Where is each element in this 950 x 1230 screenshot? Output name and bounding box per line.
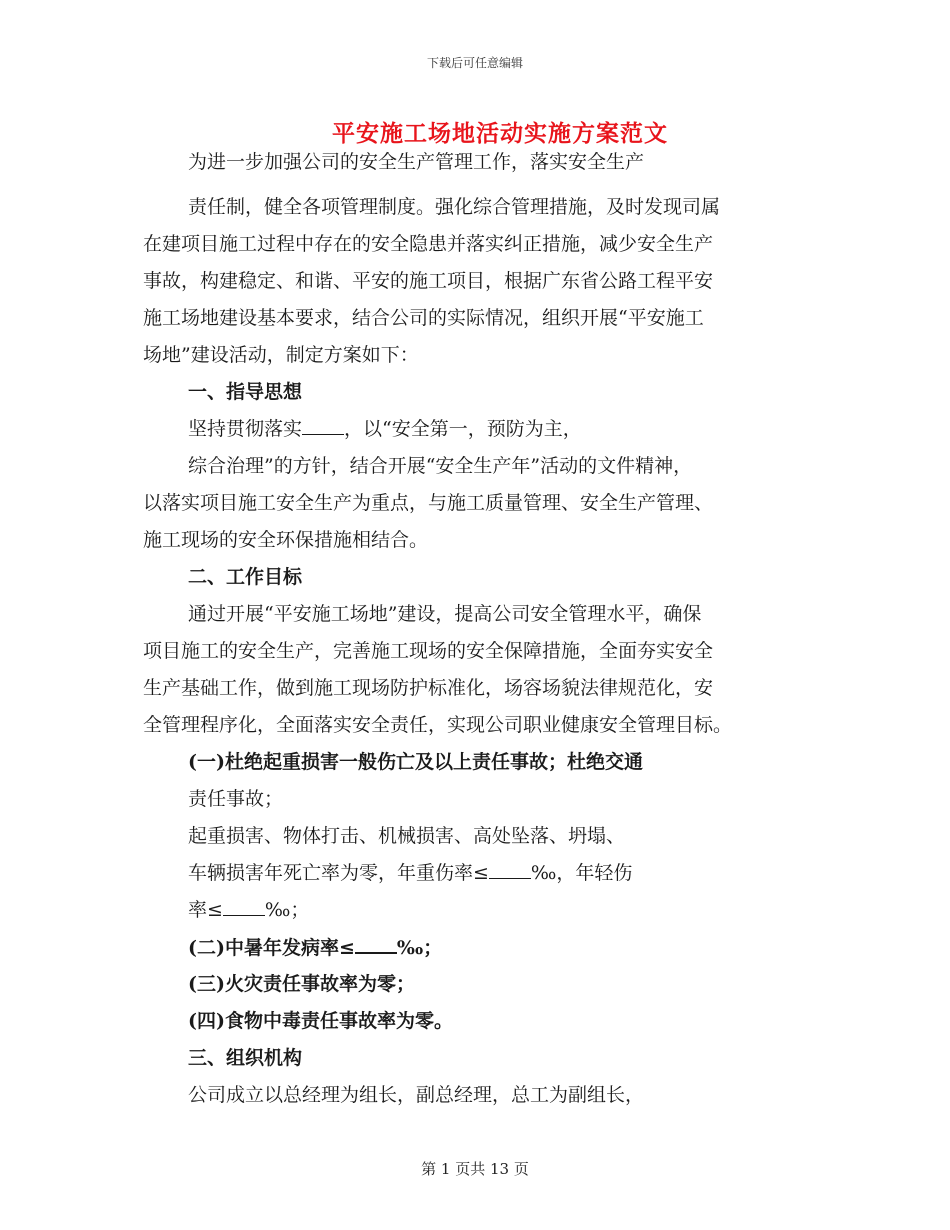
paragraph-line: 公司成立以总经理为组长，副总经理，总工为副组长， xyxy=(188,1084,645,1106)
line-text-after-blank: ‰； xyxy=(264,899,310,921)
document-title: 平安施工场地活动实施方案范文 xyxy=(332,120,668,147)
goal-item-heading: (四)食物中毒责任事故率为零。 xyxy=(188,1010,453,1032)
line-text-before-blank: 坚持贯彻落实 xyxy=(188,418,303,440)
fill-in-blank xyxy=(302,416,344,435)
fill-in-blank xyxy=(355,934,397,954)
page-header: 下载后可任意编辑 xyxy=(426,56,523,70)
line-text-after-blank: ，以“安全第一，预防为主， xyxy=(344,418,582,440)
paragraph-line: 全管理程序化，全面落实安全责任，实现公司职业健康安全管理目标。 xyxy=(143,714,733,736)
section-heading: 一、指导思想 xyxy=(188,381,303,403)
line-text-before-blank: (二)中暑年发病率≤ xyxy=(188,937,355,959)
paragraph-line: 项目施工的安全生产，完善施工现场的安全保障措施，全面夯实安全 xyxy=(143,640,714,662)
paragraph-line: 综合治理”的方针，结合开展“安全生产年”活动的文件精神， xyxy=(188,455,693,477)
paragraph-line: 为进一步加强公司的安全生产管理工作，落实安全生产 xyxy=(188,151,645,173)
line-text-before-blank: 车辆损害年死亡率为零，年重伤率≤ xyxy=(188,862,489,884)
goal-item-heading: (三)火灾责任事故率为零； xyxy=(188,973,415,995)
page-footer: 第 1 页共 13 页 xyxy=(421,1160,529,1178)
paragraph-line-with-blank xyxy=(188,897,309,923)
section-heading: 三、组织机构 xyxy=(188,1047,303,1069)
paragraph-line: 以落实项目施工安全生产为重点，与施工质量管理、安全生产管理、 xyxy=(143,492,714,514)
paragraph-line: 通过开展“平安施工场地”建设，提高公司安全管理水平，确保 xyxy=(188,603,702,625)
paragraph-line: 事故，构建稳定、和谐、平安的施工项目，根据广东省公路工程平安 xyxy=(143,270,714,292)
paragraph-line: 起重损害、物体打击、机械损害、高处坠落、坍塌、 xyxy=(188,825,626,847)
paragraph-line: 责任事故； xyxy=(188,788,284,810)
paragraph-line: 生产基础工作，做到施工现场防护标准化，场容场貌法律规范化，安 xyxy=(143,677,714,699)
line-text-after-blank: ‰； xyxy=(396,937,443,959)
paragraph-line: 施工现场的安全环保措施相结合。 xyxy=(143,529,429,551)
line-text-after-blank: ‰，年轻伤 xyxy=(530,862,633,884)
paragraph-line: 责任制，健全各项管理制度。强化综合管理措施，及时发现司属 xyxy=(188,196,721,218)
fill-in-blank xyxy=(489,860,531,879)
goal-item-heading-with-blank xyxy=(188,934,442,961)
line-text-before-blank: 率≤ xyxy=(188,899,223,921)
paragraph-line: 在建项目施工过程中存在的安全隐患并落实纠正措施，减少安全生产 xyxy=(143,233,714,255)
paragraph-line-with-blank xyxy=(188,860,632,886)
paragraph-line: 施工场地建设基本要求，结合公司的实际情况，组织开展“平安施工 xyxy=(143,307,704,329)
fill-in-blank xyxy=(223,897,265,916)
paragraph-line: 场地”建设活动，制定方案如下： xyxy=(143,344,419,366)
goal-item-heading: (一)杜绝起重损害一般伤亡及以上责任事故；杜绝交通 xyxy=(188,751,643,773)
section-heading: 二、工作目标 xyxy=(188,566,303,588)
paragraph-line-with-blank xyxy=(188,416,582,442)
